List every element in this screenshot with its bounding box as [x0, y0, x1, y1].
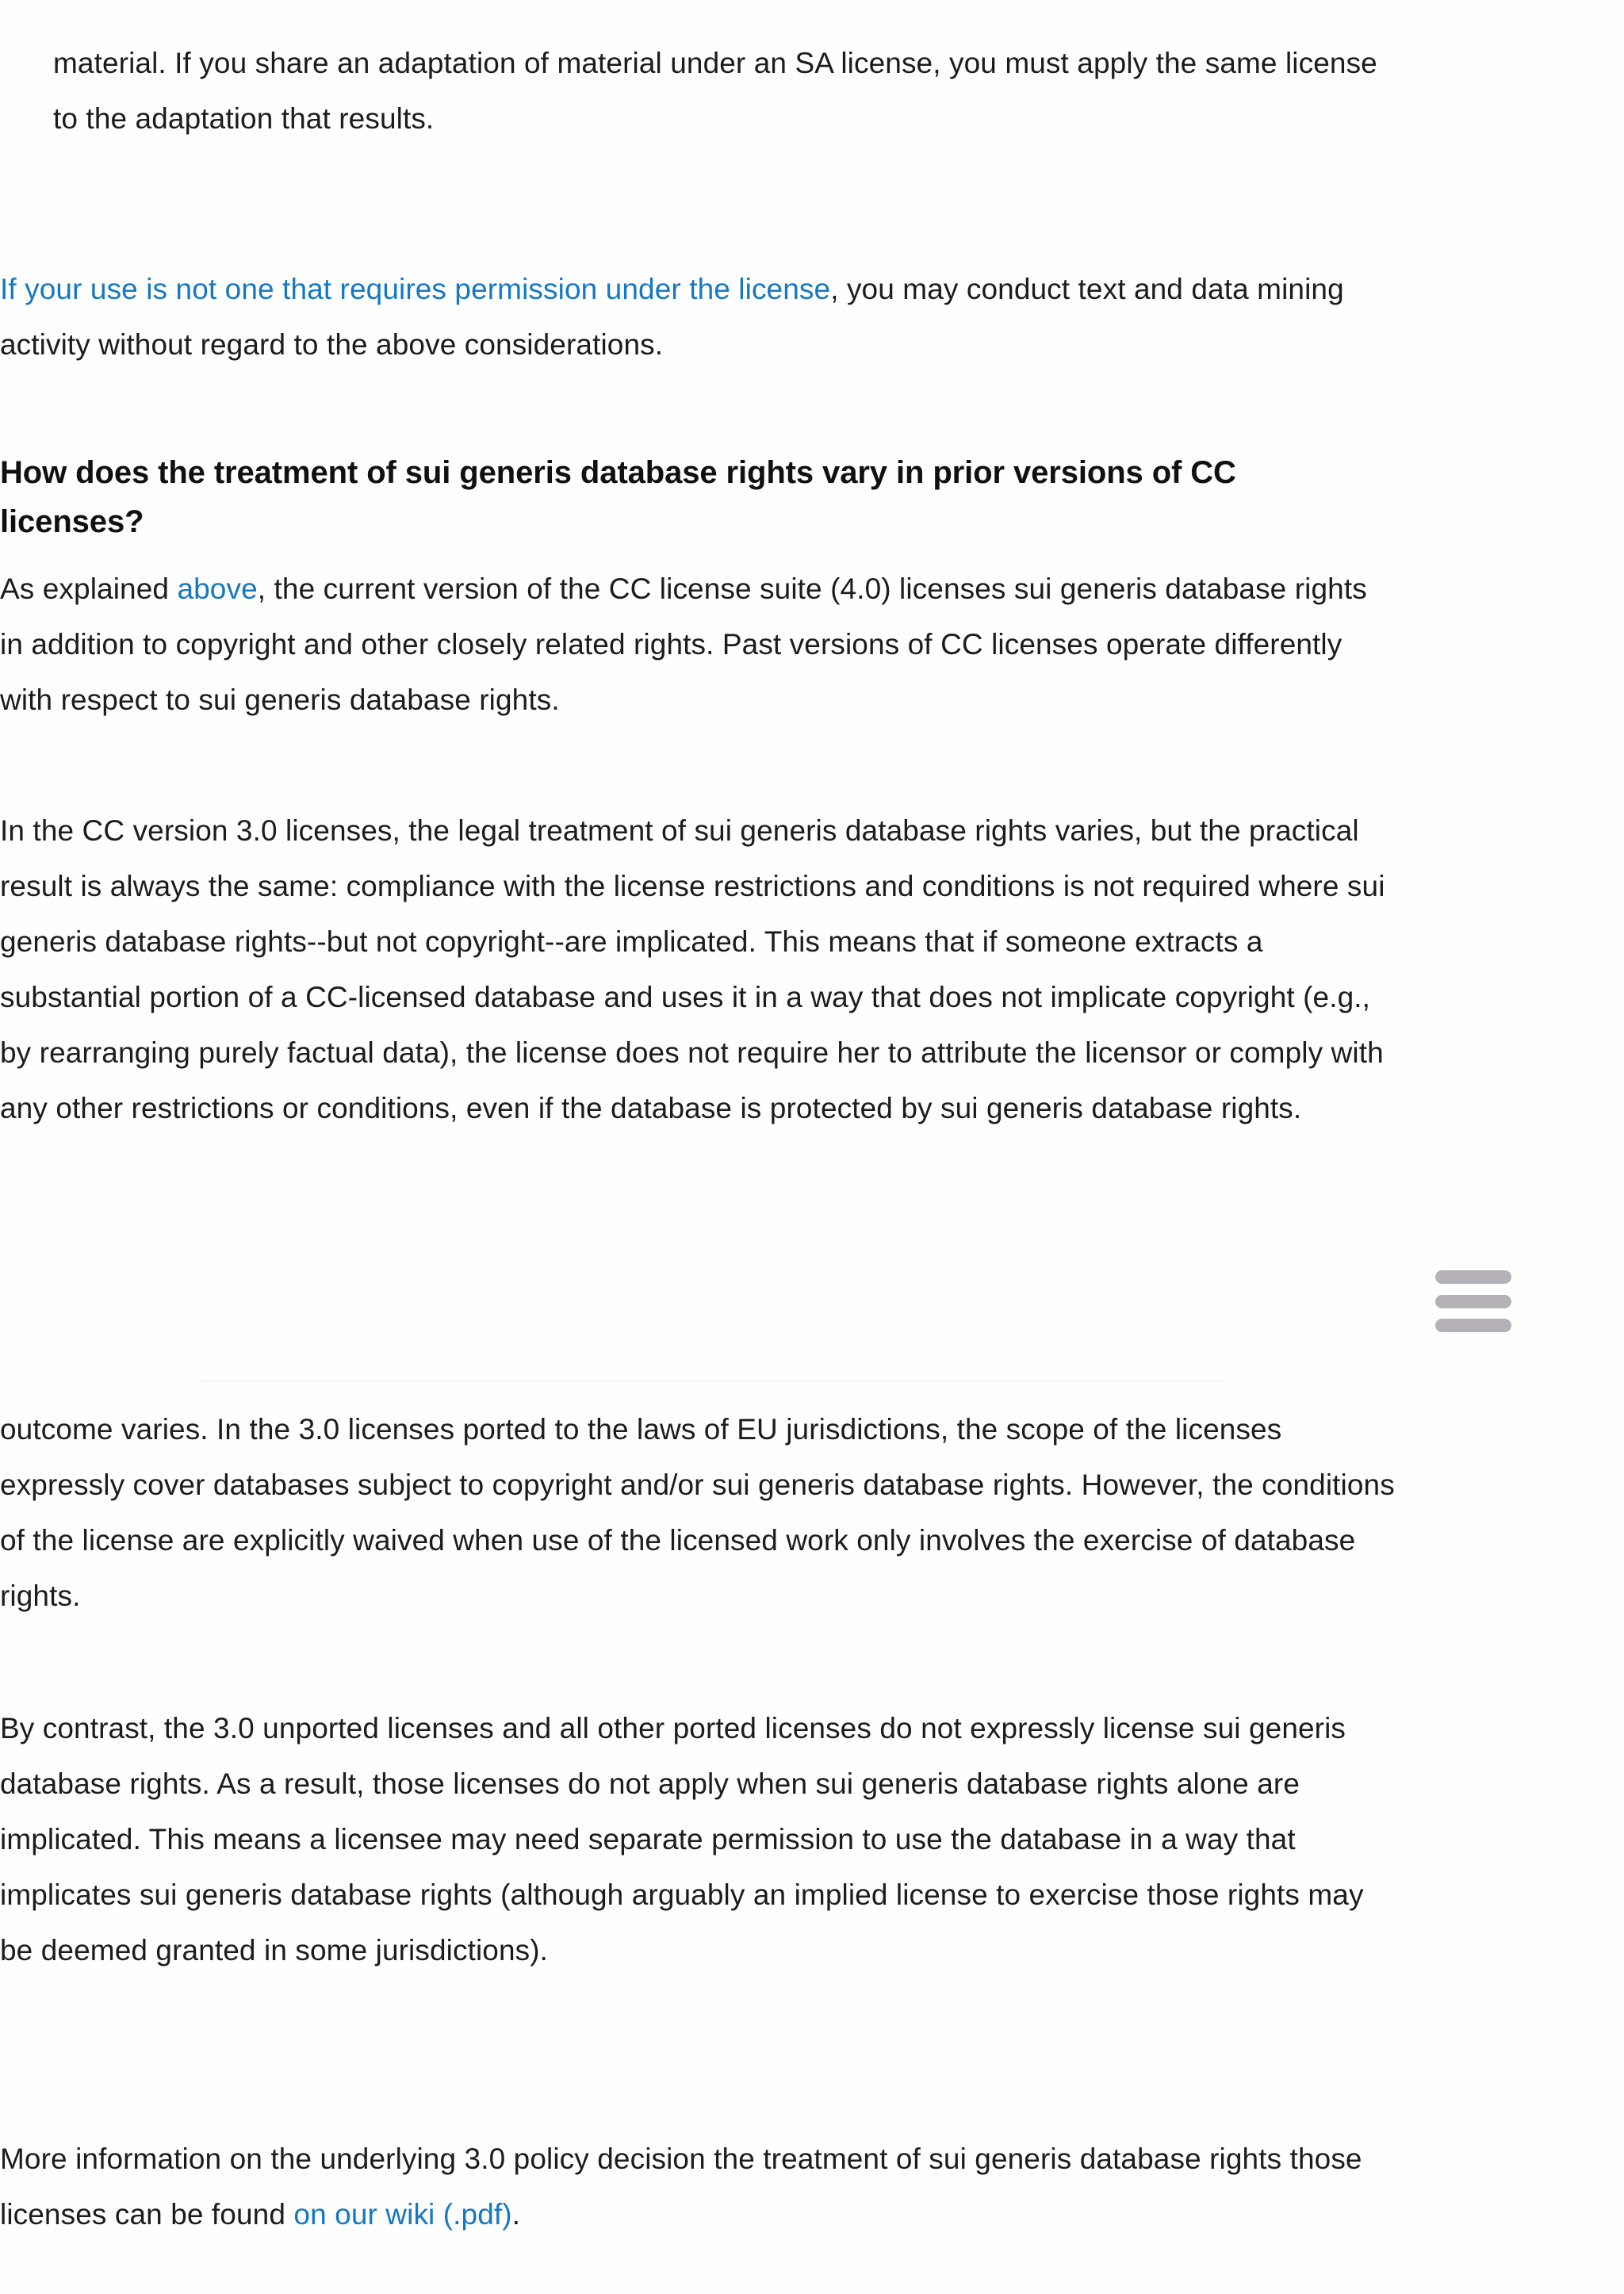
paragraph-text-after: , the current version of the CC license suite (4.0) licenses sui generis database rights in addition to copyright and other closely related rights. Past versions of CC licenses operate differently with respect to sui generis database rights. — [0, 573, 1367, 716]
paragraph-text-rest: , you may conduct text and data mining activity without regard to the above considerations. — [0, 273, 1344, 361]
paragraph-more-information — [0, 2131, 1396, 2242]
hamburger-menu-icon[interactable] — [1435, 1270, 1511, 1332]
paragraph-text-data-mining — [0, 262, 1396, 373]
paragraph-intro-continuation — [53, 36, 1396, 147]
link-permission-under-license[interactable]: If your use is not one that requires permission under the license — [0, 273, 831, 305]
link-our-wiki-pdf[interactable]: on our wiki (.pdf) — [293, 2198, 512, 2231]
paragraph-cc-version-3 — [0, 803, 1400, 1136]
paragraph-text-after: . — [511, 2198, 521, 2231]
paragraph-text: material. If you share an adaptation of material under an SA license, you must apply the same license to the adaptation that results. — [53, 47, 1377, 135]
link-above[interactable]: above — [177, 573, 258, 605]
section-heading-wrapper — [0, 448, 1348, 546]
paragraph-text — [0, 561, 1396, 728]
paragraph-text: By contrast, the 3.0 unported licenses and all other ported licenses do not expressly license sui generis database rights. As a result, those licenses do not apply when sui generis database rights alone are implicated. This means a licensee may need separate permission to use the database in a way that implicates sui generis database rights (although arguably an implied license to exercise those rights may be deemed granted in some jurisdictions). — [0, 1712, 1364, 1967]
paragraph-text — [0, 262, 1396, 373]
paragraph-text-before: As explained — [0, 573, 178, 605]
paragraph-by-contrast — [0, 1701, 1404, 1978]
paragraph-as-explained — [0, 561, 1396, 728]
paragraph-text: In the CC version 3.0 licenses, the legal treatment of sui generis database rights varies, but the practical result is always the same: compliance with the license restrictions and conditions is not required where sui generis database rights--but not copyright--are implicated. This means that if someone extracts a substantial portion of a CC-licensed database and uses it in a way that does not implicate copyright (e.g., by rearranging purely factual data), the license does not require her to attribute the licensor or comply with any other restrictions or conditions, even if the database is protected by sui generis database rights. — [0, 814, 1385, 1124]
paragraph-text-before: More information on the underlying 3.0 policy decision the treatment of sui generis database rights those licenses can be found — [0, 2143, 1362, 2231]
paragraph-text — [0, 2131, 1396, 2242]
content-seam-divider — [202, 1381, 1225, 1382]
section-heading: How does the treatment of sui generis database rights vary in prior versions of CC licenses? — [0, 455, 1236, 539]
paragraph-outcome-varies — [0, 1402, 1408, 1624]
paragraph-text: outcome varies. In the 3.0 licenses ported to the laws of EU jurisdictions, the scope of the licenses expressly cover databases subject to copyright and/or sui generis database rights. However, the conditions of the license are explicitly waived when use of the licensed work only involves the exercise of database rights. — [0, 1413, 1395, 1612]
hamburger-bar-bottom — [1435, 1319, 1511, 1332]
hamburger-bar-middle — [1435, 1295, 1511, 1308]
hamburger-bar-top — [1435, 1270, 1511, 1284]
